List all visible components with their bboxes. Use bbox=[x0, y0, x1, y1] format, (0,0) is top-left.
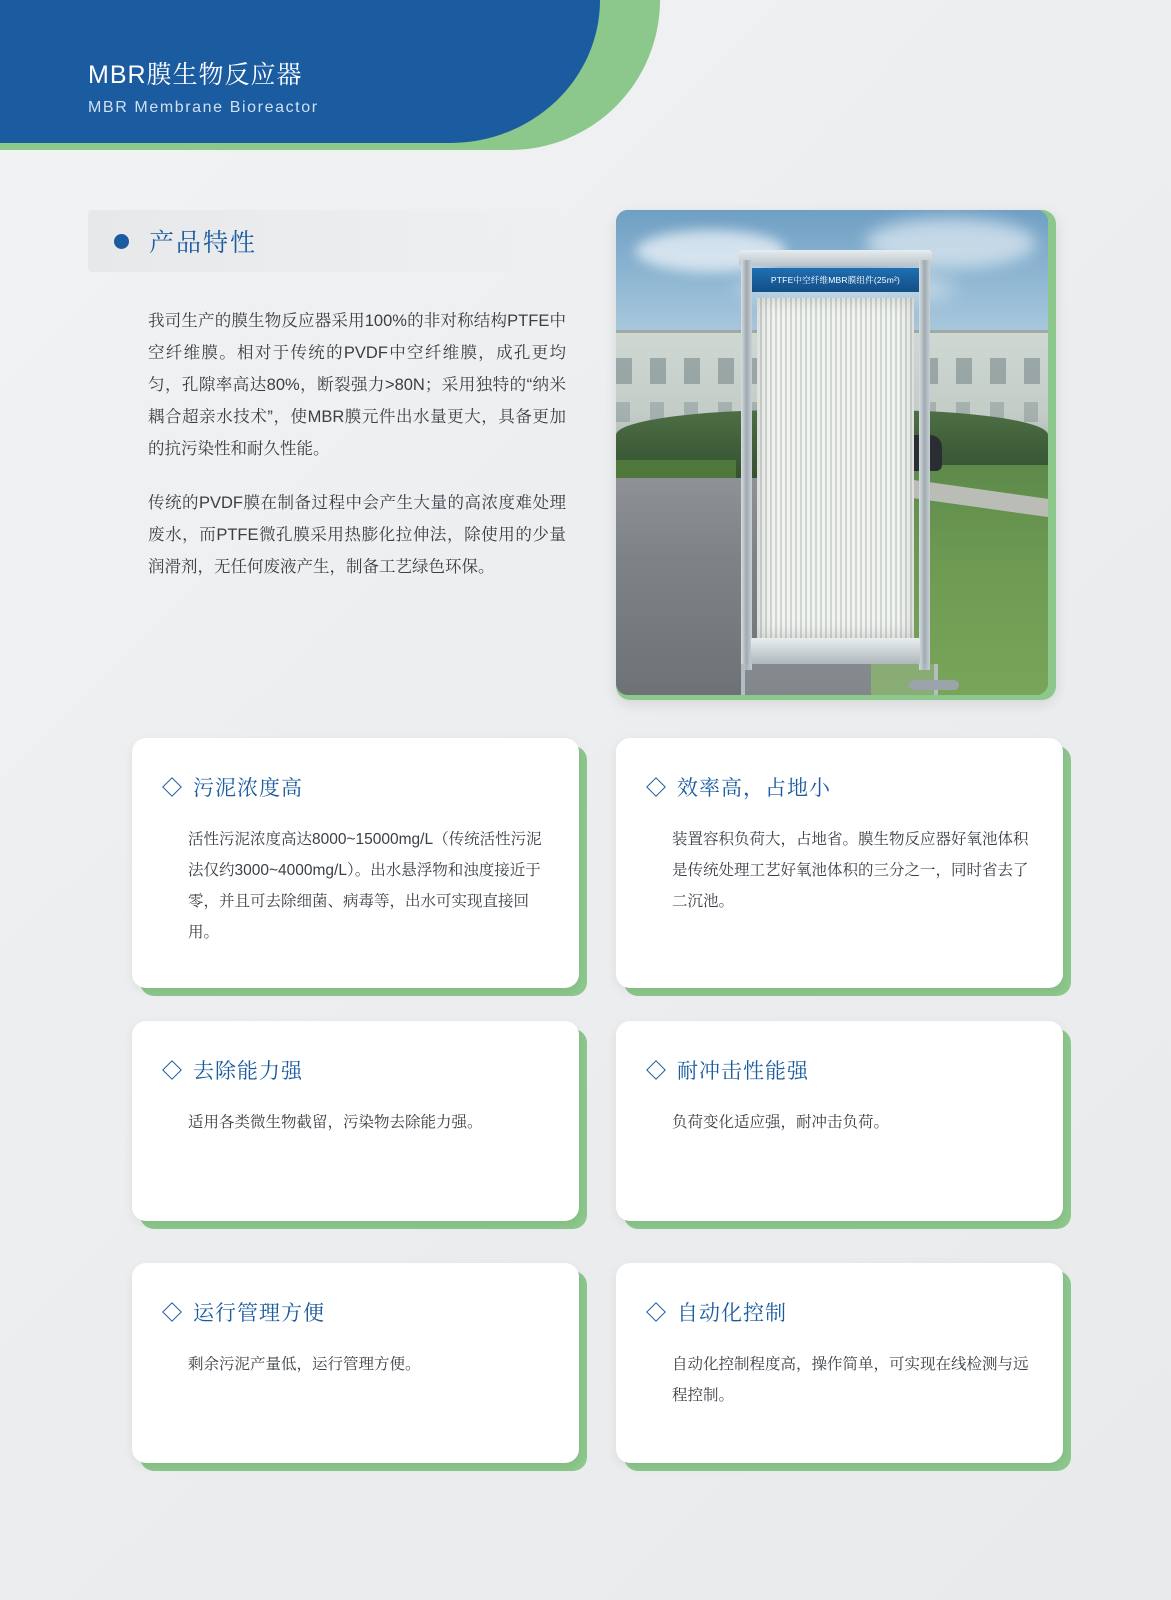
feature-card-title-text: 自动化控制 bbox=[677, 1302, 787, 1325]
product-photo bbox=[616, 210, 1048, 695]
feature-card-title bbox=[165, 1055, 303, 1085]
module-frame-post-left bbox=[741, 260, 752, 670]
page-title: MBR膜生物反应器 bbox=[88, 61, 303, 89]
feature-card-title-text: 效率高，占地小 bbox=[677, 777, 831, 800]
feature-card-shock-resistance bbox=[616, 1021, 1063, 1221]
page-header bbox=[0, 0, 1171, 150]
feature-card-title-text: 耐冲击性能强 bbox=[677, 1060, 809, 1083]
module-top-bar bbox=[739, 250, 932, 266]
feature-card-easy-operation bbox=[132, 1263, 579, 1463]
feature-card-body: 装置容积负荷大，占地省。膜生物反应器好氧池体积是传统处理工艺好氧池体积的三分之一，同时省去了二沉池。 bbox=[672, 831, 1029, 910]
feature-card-removal-capacity bbox=[132, 1021, 579, 1221]
module-base-plate bbox=[751, 638, 920, 664]
mbr-module-unit bbox=[739, 250, 932, 680]
feature-card-title bbox=[165, 772, 303, 802]
feature-card-title-text: 运行管理方便 bbox=[193, 1302, 325, 1325]
bullet-dot-icon bbox=[114, 234, 129, 249]
module-frame-post-right bbox=[919, 260, 930, 670]
module-banner-label: PTFE中空纤维MBR膜组件(25m²) bbox=[747, 268, 924, 292]
hollow-fiber-membranes bbox=[757, 298, 914, 638]
diamond-icon bbox=[162, 1060, 182, 1080]
feature-card-body: 自动化控制程度高，操作简单，可实现在线检测与远程控制。 bbox=[672, 1356, 1029, 1404]
intro-paragraph-2: 传统的PVDF膜在制备过程中会产生大量的高浓度难处理废水，而PTFE微孔膜采用热膨化拉伸法，除使用的少量润滑剂，无任何废液产生，制备工艺绿色环保。 bbox=[148, 494, 566, 576]
feature-card-title bbox=[649, 772, 831, 802]
feature-card-body: 剩余污泥产量低，运行管理方便。 bbox=[188, 1356, 421, 1373]
feature-card-title-text: 污泥浓度高 bbox=[193, 777, 303, 800]
module-outlet-pipe bbox=[909, 680, 959, 690]
feature-card-title bbox=[649, 1055, 809, 1085]
feature-card-efficiency-footprint bbox=[616, 738, 1063, 988]
feature-card-sludge-concentration bbox=[132, 738, 579, 988]
section-header-product-features bbox=[88, 210, 558, 272]
feature-card-body: 适用各类微生物截留，污染物去除能力强。 bbox=[188, 1114, 483, 1131]
module-cart-frame bbox=[741, 664, 938, 695]
diamond-icon bbox=[646, 1302, 666, 1322]
product-photo-card bbox=[616, 210, 1056, 700]
feature-card-body: 负荷变化适应强，耐冲击负荷。 bbox=[672, 1114, 890, 1131]
section-title: 产品特性 bbox=[149, 229, 258, 257]
diamond-icon bbox=[646, 1060, 666, 1080]
diamond-icon bbox=[162, 777, 182, 797]
page-subtitle: MBR Membrane Bioreactor bbox=[88, 99, 319, 116]
feature-card-automation bbox=[616, 1263, 1063, 1463]
feature-card-body: 活性污泥浓度高达8000~15000mg/L（传统活性污泥法仅约3000~4000mg/L）。出水悬浮物和浊度接近于零，并且可去除细菌、病毒等，出水可实现直接回用。 bbox=[188, 831, 542, 941]
feature-card-title bbox=[165, 1297, 325, 1327]
feature-card-title-text: 去除能力强 bbox=[193, 1060, 303, 1083]
diamond-icon bbox=[646, 777, 666, 797]
feature-card-title bbox=[649, 1297, 787, 1327]
diamond-icon bbox=[162, 1302, 182, 1322]
intro-text-block bbox=[148, 305, 566, 605]
intro-paragraph-1: 我司生产的膜生物反应器采用100%的非对称结构PTFE中空纤维膜。相对于传统的PVDF中空纤维膜，成孔更均匀，孔隙率高达80%，断裂强力>80N；采用独特的“纳米耦合超亲水技术”，使MBR膜元件出水量更大，具备更加的抗污染性和耐久性能。 bbox=[148, 312, 566, 458]
